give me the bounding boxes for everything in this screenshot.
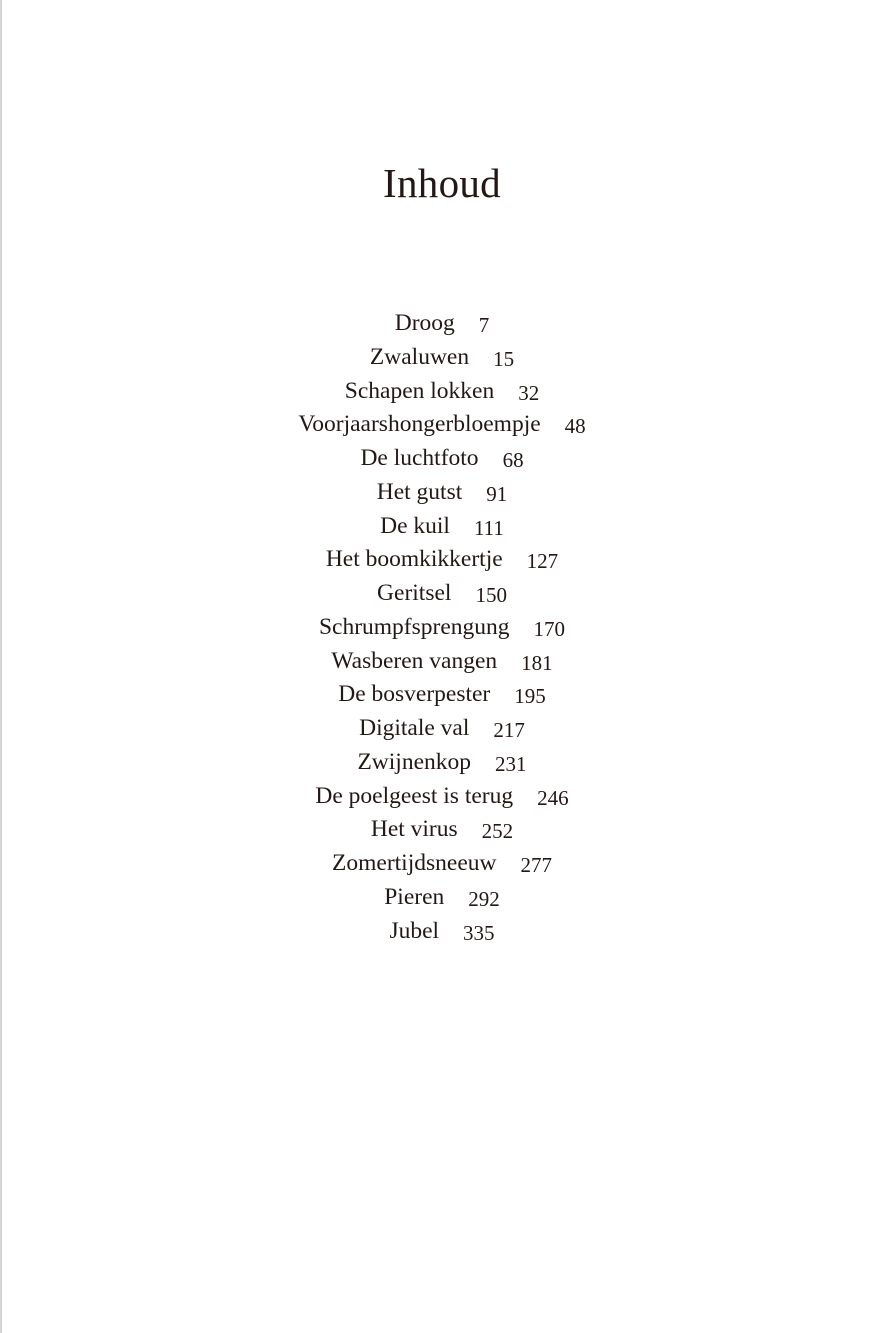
toc-entry[interactable] [2,645,882,679]
toc-entry-page: 195 [514,684,546,709]
toc-entry-page: 231 [495,751,527,776]
toc-entry[interactable] [2,510,882,544]
toc-entry[interactable] [2,577,882,611]
toc-entry-page: 32 [518,380,540,405]
toc-entry-page: 277 [520,853,552,877]
toc-entry[interactable] [2,408,882,442]
toc-entry[interactable] [2,307,882,341]
toc-entry-title: Zomertijdsneeuw [332,850,497,876]
toc-entry[interactable] [2,611,882,645]
toc-entry-title: De poelgeest is terug [315,782,514,809]
toc-entry-title: Geritsel [377,580,452,606]
toc-entry[interactable] [2,847,882,881]
toc-entry-title: Zwaluwen [369,343,470,370]
toc-entry[interactable] [2,881,882,915]
toc-entry-title: De luchtfoto [360,445,479,471]
toc-entry-page: 48 [564,414,586,439]
toc-entry-title: Het virus [370,816,458,843]
toc-entry[interactable] [2,712,882,746]
toc-entry-page: 181 [521,650,553,675]
toc-entry[interactable] [2,746,882,780]
toc-entry-title: Het boomkikkertje [325,546,503,573]
toc-entry-page: 170 [533,616,566,641]
toc-entry-title: Digitale val [359,715,470,741]
toc-entry-title: De kuil [380,512,450,539]
toc-entry-page: 15 [493,346,515,371]
toc-entry-page: 127 [526,549,559,574]
toc-entry-page: 252 [481,819,514,844]
toc-entry-title: Schapen lokken [344,377,495,404]
toc-entry[interactable] [2,341,882,375]
toc-entry-title: De bosverpester [338,681,491,708]
toc-entry-title: Schrumpfsprengung [318,613,510,640]
toc-entry-page: 217 [493,718,525,742]
toc-entry-page: 91 [486,481,508,506]
toc-entry[interactable] [2,813,882,847]
toc-entry[interactable] [2,442,882,476]
toc-entry-page: 335 [463,920,495,945]
toc-entry-title: Wasberen vangen [331,647,498,674]
toc-entry-page: 150 [475,583,507,607]
table-of-contents [2,307,882,948]
toc-entry-title: Het gutst [376,478,463,505]
toc-entry-page: 292 [468,886,500,911]
toc-entry-title: Jubel [389,917,440,944]
toc-entry-page: 111 [473,515,504,540]
toc-entry[interactable] [2,780,882,814]
toc-entry[interactable] [2,476,882,510]
toc-entry-title: Pieren [384,883,445,910]
toc-entry[interactable] [2,915,882,949]
toc-entry-title: Droog [394,310,455,336]
toc-entry-page: 68 [502,448,524,472]
toc-entry[interactable] [2,543,882,577]
page-title: Inhoud [383,160,501,206]
toc-entry-page: 246 [537,785,569,810]
toc-entry[interactable] [2,678,882,712]
book-page [2,0,894,1333]
toc-entry-title: Zwijnenkop [357,748,472,775]
toc-entry-title: Voorjaarshongerbloempje [298,411,541,438]
toc-entry-page: 7 [478,313,490,337]
toc-entry[interactable] [2,375,882,409]
